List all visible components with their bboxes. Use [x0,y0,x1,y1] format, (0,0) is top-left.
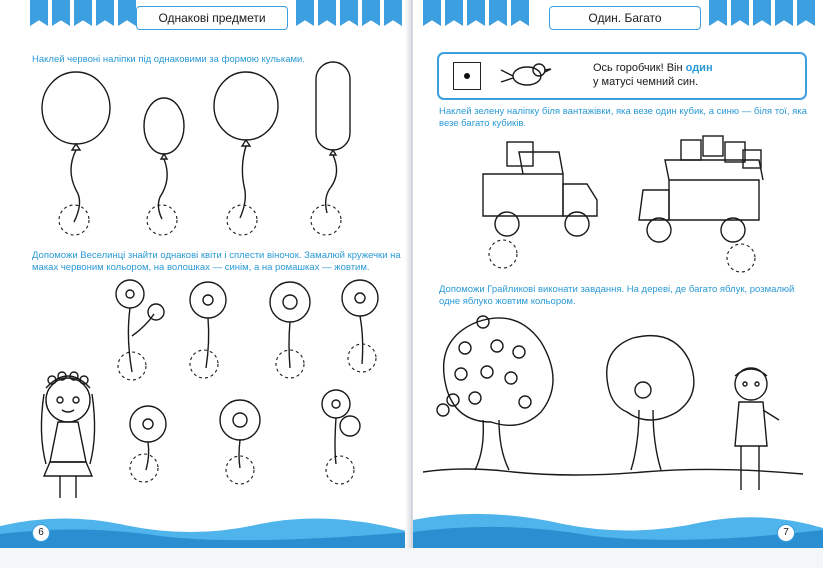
cornflower-flower-3-icon [130,406,166,482]
flowers-illustration [0,276,410,501]
bottom-wave-decoration [0,500,410,548]
sparrow-poem-box [437,52,807,100]
bottom-wave-decoration [413,500,823,548]
task-balloons-instruction: Наклей червоні наліпки під однаковими за формою кульками. [32,54,305,65]
balloon-long-icon [311,62,350,235]
apple-trees-illustration [413,310,823,500]
page-number-left: 6 [32,524,50,542]
task-trucks-instruction: Наклей зелену наліпку біля вантажівки, яка везе один кубик, а синю — біля тої, яка везе багато кубиків. [439,106,807,129]
bunting-right [296,0,402,32]
balloons-illustration [0,60,410,240]
bunting-left [423,0,529,32]
balloon-round-2-icon [214,72,278,235]
poem-highlight-word: один [685,62,713,74]
left-page [0,0,410,548]
sparrow-icon [497,58,557,92]
cornflower-flower-2-icon [342,280,378,372]
poem-line-2: у матусі чемний син. [593,76,699,88]
balloon-round-1-icon [42,72,110,235]
poppy-flower-2-icon [322,390,360,484]
tree-many-apples-icon [437,316,553,470]
girl-veselynka-icon [41,372,94,498]
daisy-flower-2-icon [220,400,260,484]
page-title: Один. Багато [549,6,701,30]
page-title: Однакові предмети [136,6,288,30]
poem-line-1: Ось горобчик! Він [593,62,683,74]
bunting-left [30,0,136,32]
task-flowers-instruction: Допоможи Веселинці знайти однакові квіти і сплести віночок. Замалюй кружечки на маках червоним кольором, на волошках — синім, а на ромашках — жовтим. [32,250,401,273]
poppy-flower-icon [116,280,164,380]
daisy-flower-1-icon [270,282,310,378]
right-page [413,0,823,548]
cornflower-flower-1-icon [190,282,226,378]
bunting-right [709,0,815,32]
truck-many-cubes-icon [639,136,763,272]
trucks-illustration [413,134,823,284]
page-number-right: 7 [777,524,795,542]
tree-one-apple-icon [607,336,694,470]
sparrow-poem [593,61,713,89]
truck-one-cube-icon [483,142,597,268]
task-apples-instruction: Допоможи Грайликові виконати завдання. На дереві, де багато яблук, розмалюй одне яблуко жовтим кольором. [439,284,795,307]
balloon-oval-icon [144,98,184,235]
one-dot-icon [453,62,481,90]
